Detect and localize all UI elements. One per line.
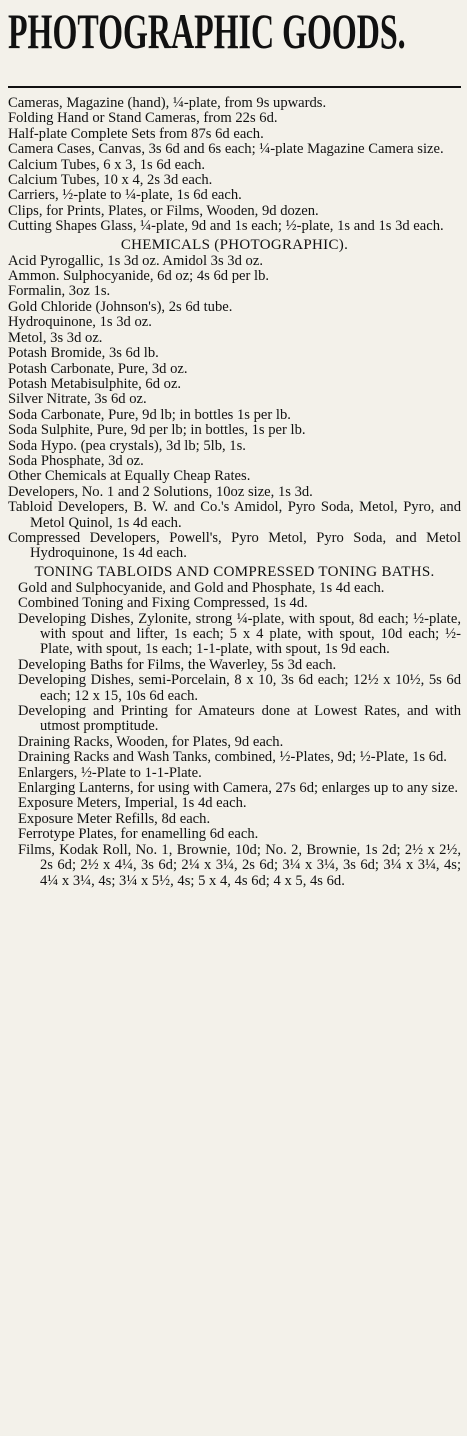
list-item: Draining Racks and Wash Tanks, combined, ½-Plates, 9d; ½-Plate, 1s 6d. xyxy=(18,749,447,766)
section-heading-chemicals: CHEMICALS (PHOTOGRAPHIC). xyxy=(120,236,349,253)
list-item: Ammon. Sulphocyanide, 6d oz; 4s 6d per lb. xyxy=(8,268,270,285)
masthead-rule xyxy=(8,86,461,88)
list-item: Enlarging Lanterns, for using with Camera, 27s 6d; enlarges up to any size. xyxy=(18,780,459,797)
section-general xyxy=(8,96,461,235)
list-item: Developers, No. 1 and 2 Solutions, 10oz size, 1s 3d. xyxy=(8,483,313,500)
list-item: Camera Cases, Canvas, 3s 6d and 6s each; ¼-plate Magazine Camera size. xyxy=(8,141,444,158)
list-item: Silver Nitrate, 3s 6d oz. xyxy=(8,391,147,408)
list-item: Soda Carbonate, Pure, 9d lb; in bottles 1s per lb. xyxy=(8,406,291,423)
list-item: Exposure Meter Refills, 8d each. xyxy=(18,810,211,827)
list-item: Developing Dishes, Zylonite, strong ¼-plate, with spout, 8d each; ½-plate, with spout and lifter, 1s each; 5 x 4 plate, with spout, 10d each; ½-Plate, with spout, 1s each; 1-1-plate, with spout, 1s 9d each. xyxy=(18,610,461,658)
list-item: Folding Hand or Stand Cameras, from 22s 6d. xyxy=(8,110,278,127)
masthead-title: PHOTOGRAPHIC GOODS. xyxy=(8,3,406,59)
list-item: Gold and Sulphocyanide, and Gold and Phosphate, 1s 4d each. xyxy=(18,579,385,596)
list-item: Soda Hypo. (pea crystals), 3d lb; 5lb, 1s. xyxy=(8,437,246,454)
list-item: Potash Metabisulphite, 6d oz. xyxy=(8,375,182,392)
list-item: Ferrotype Plates, for enamelling 6d each. xyxy=(18,826,259,843)
list-item: Developing and Printing for Amateurs done at Lowest Rates, and with utmost promptitude. xyxy=(18,703,461,735)
list-item: Soda Sulphite, Pure, 9d per lb; in bottles, 1s per lb. xyxy=(8,422,306,439)
section-chemicals xyxy=(8,237,461,562)
list-item: Calcium Tubes, 10 x 4, 2s 3d each. xyxy=(8,172,213,189)
list-item: Developing Baths for Films, the Waverley, 5s 3d each. xyxy=(18,656,337,673)
list-item: Metol, 3s 3d oz. xyxy=(8,329,103,346)
list-item: Gold Chloride (Johnson's), 2s 6d tube. xyxy=(8,298,233,315)
list-item: Clips, for Prints, Plates, or Films, Wooden, 9d dozen. xyxy=(8,202,319,219)
list-item: Soda Phosphate, 3d oz. xyxy=(8,452,144,469)
list-item: Half-plate Complete Sets from 87s 6d each. xyxy=(8,125,264,142)
list-item: Formalin, 3oz 1s. xyxy=(8,283,111,300)
section-toning xyxy=(8,564,461,889)
list-item: Other Chemicals at Equally Cheap Rates. xyxy=(8,468,251,485)
list-item: Potash Bromide, 3s 6d lb. xyxy=(8,345,159,362)
list-item: Tabloid Developers, B. W. and Co.'s Amidol, Pyro Soda, Metol, Pyro, and Metol Quinol, 1s 4d each. xyxy=(8,499,461,531)
list-item: Hydroquinone, 1s 3d oz. xyxy=(8,314,152,331)
list-item: Calcium Tubes, 6 x 3, 1s 6d each. xyxy=(8,156,206,173)
list-item: Acid Pyrogallic, 1s 3d oz. Amidol 3s 3d oz. xyxy=(8,252,263,269)
list-item: Compressed Developers, Powell's, Pyro Metol, Pyro Soda, and Metol Hydroquinone, 1s 4d each. xyxy=(8,529,461,562)
list-item: Cutting Shapes Glass, ¼-plate, 9d and 1s each; ½-plate, 1s and 1s 3d each. xyxy=(8,218,444,235)
list-item: Exposure Meters, Imperial, 1s 4d each. xyxy=(18,795,247,812)
list-item: Films, Kodak Roll, No. 1, Brownie, 10d; No. 2, Brownie, 1s 2d; 2½ x 2½, 2s 6d; 2½ x 4¼, 3s 6d; 2¼ x 3¼, 2s 6d; 3¼ x 3¼, 3s 6d; 3¼ x 3¼, 4s; 4¼ x 3¼, 4s; 3¼ x 5½, 4s; 5 x 4, 4s 6d; 4 x 5, 4s 6d. xyxy=(18,841,461,889)
list-item: Draining Racks, Wooden, for Plates, 9d each. xyxy=(18,733,284,750)
list-item: Carriers, ½-plate to ¼-plate, 1s 6d each. xyxy=(8,187,242,204)
list-item: Combined Toning and Fixing Compressed, 1s 4d. xyxy=(18,595,308,612)
list-item: Cameras, Magazine (hand), ¼-plate, from 9s upwards. xyxy=(8,95,327,111)
section-heading-toning: TONING TABLOIDS AND COMPRESSED TONING BATHS. xyxy=(34,563,435,580)
list-item: Developing Dishes, semi-Porcelain, 8 x 10, 3s 6d each; 12½ x 10½, 5s 6d each; 12 x 15, 10s 6d each. xyxy=(18,672,461,704)
list-item: Enlargers, ½-Plate to 1-1-Plate. xyxy=(18,764,202,781)
list-item: Potash Carbonate, Pure, 3d oz. xyxy=(8,360,188,377)
